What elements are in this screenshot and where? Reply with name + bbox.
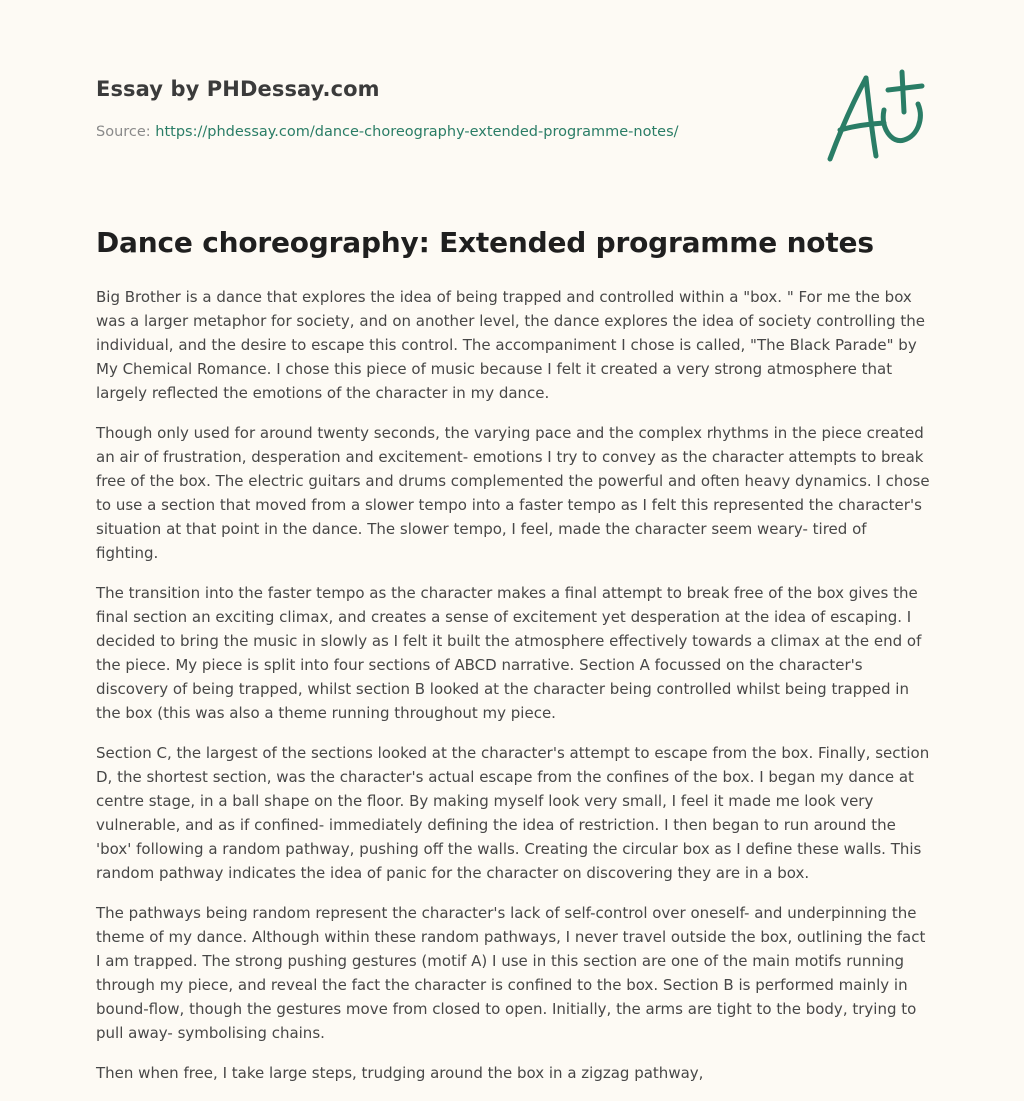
essay-title: Dance choreography: Extended programme notes [96, 226, 874, 259]
essay-paragraph: Though only used for around twenty seconds, the varying pace and the complex rhythms in the piece created an air of frustration, desperation and excitement- emotions I try to convey as the character attempts to break free of the box. The electric guitars and drums complemented the powerful and often heavy dynamics. I chose to use a section that moved from a slower tempo into a faster tempo as I felt this represented the character's situation at that point in the dance. The slower tempo, I feel, made the character seem weary- tired of fighting. [96, 424, 930, 562]
essay-paragraph: The transition into the faster tempo as the character makes a final attempt to break free of the box gives the final section an exciting climax, and creates a sense of excitement yet desperation at the idea of escaping. I decided to bring the music in slowly as I felt it built the atmosphere effectively towards a climax at the end of the piece. My piece is split into four sections of ABCD narrative. Section A focussed on the character's discovery of being trapped, whilst section B looked at the character being controlled whilst being trapped in the box (this was also a theme running throughout my piece. [96, 584, 922, 722]
essay-paragraph: The pathways being random represent the character's lack of self-control over oneself- and underpinning the theme of my dance. Although within these random pathways, I never travel outside the box, outlining the fact I am trapped. The strong pushing gestures (motif A) I use in this section are one of the main motifs running through my piece, and reveal the fact the character is confined to the box. Section B is performed mainly in bound-flow, though the gestures move from closed to open. Initially, the arms are tight to the body, trying to pull away- symbolising chains. [96, 904, 926, 1042]
essay-body [96, 285, 932, 1101]
essay-page [96, 0, 930, 1082]
source-label: Source: [96, 124, 156, 140]
site-title: Essay by PHDessay.com [96, 77, 380, 101]
essay-paragraph: Big Brother is a dance that explores the idea of being trapped and controlled within a "box. " For me the box was a larger metaphor for society, and on another level, the dance explores the idea of society controlling the individual, and the desire to escape this control. The accompaniment I chose is called, "The Black Parade" by My Chemical Romance. I chose this piece of music because I felt it created a very strong atmosphere that largely reflected the emotions of the character in my dance. [96, 288, 925, 402]
essay-paragraph: Then when free, I take large steps, trudging around the box in a zigzag pathway, [96, 1064, 704, 1082]
essay-paragraph: Section C, the largest of the sections looked at the character's attempt to escape from the box. Finally, section D, the shortest section, was the character's actual escape from the confines of the box. I began my dance at centre stage, in a ball shape on the floor. By making myself look very small, I feel it made me look very vulnerable, and as if confined- immediately defining the idea of restriction. I then began to run around the 'box' following a random pathway, pushing off the walls. Creating the circular box as I define these walls. This random pathway indicates the idea of panic for the character on discovering they are in a box. [96, 744, 930, 882]
source-line [96, 124, 679, 140]
source-link[interactable]: https://phdessay.com/dance-choreography-extended-programme-notes/ [155, 124, 679, 140]
a-plus-logo-icon [824, 66, 928, 166]
page-header [96, 0, 930, 200]
